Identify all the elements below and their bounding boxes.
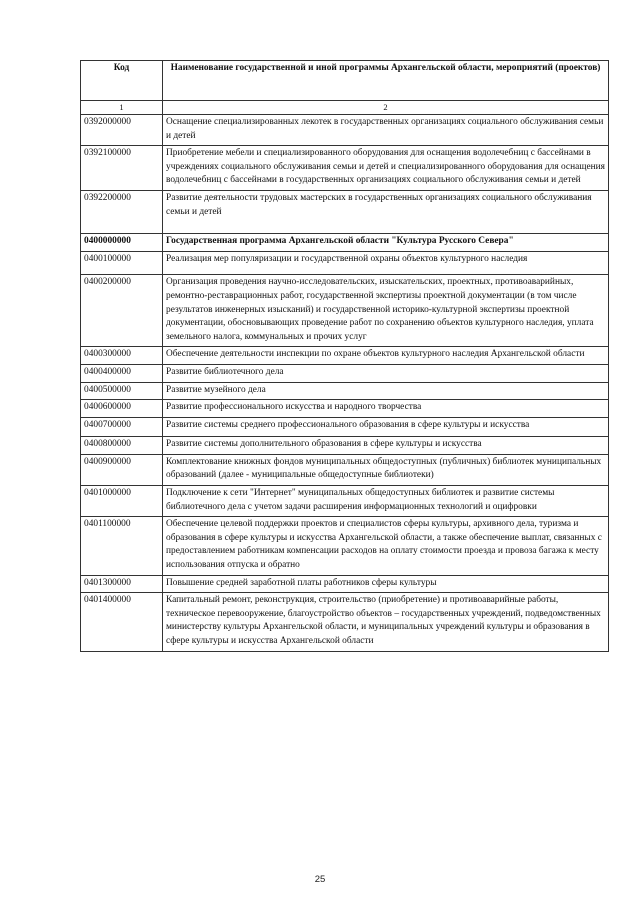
column-number-2: 2 [163,101,609,115]
row-name: Развитие деятельности трудовых мастерских в государственных организациях социального обслуживания семьи и детей [163,190,609,233]
column-number-row [81,101,609,115]
table-row [81,486,609,517]
row-name: Подключение к сети "Интернет" муниципальных общедоступных библиотек и развитие системы библиотечного дела с учетом задачи расширения информационных технологий и оцифровки [163,486,609,517]
table-row [81,347,609,365]
row-code: 0401100000 [81,517,163,575]
table-row [81,454,609,485]
row-name: Приобретение мебели и специализированного оборудования для оснащения водолечебниц с бассейнами в учреждениях социального обслуживания семьи и детей и специализированного оборудования для оснащения водолечебниц с бассейнами в государственных организациях социального обслуживания семьи и детей [163,146,609,191]
row-code: 0392100000 [81,146,163,191]
row-code: 0400300000 [81,347,163,365]
row-code: 0400700000 [81,417,163,437]
row-code: 0392000000 [81,115,163,146]
table-row [81,417,609,437]
table-row [81,234,609,252]
row-name: Развитие музейного дела [163,382,609,400]
table-row [81,437,609,455]
row-code: 0401400000 [81,593,163,651]
row-code: 0400900000 [81,454,163,485]
row-name: Оснащение специализированных лекотек в государственных организациях социального обслуживания семьи и детей [163,115,609,146]
row-code: 0400400000 [81,364,163,382]
table-row [81,364,609,382]
row-name: Организация проведения научно-исследовательских, изыскательских, проектных, противоаварийных, ремонтно-реставрационных работ, государственной экспертизы проектной документации (в том числе результатов инженерных изысканий) и государственной историко-культурной экспертизы проектной документации, обосновывающих проведение работ по сохранению объектов культурного наследия, уплата земельного налога, коммунальных и прочих услуг [163,275,609,347]
row-name: Развитие системы дополнительного образования в сфере культуры и искусства [163,437,609,455]
row-name: Государственная программа Архангельской области "Культура Русского Севера" [163,234,609,252]
row-code: 0400600000 [81,400,163,418]
table-row [81,400,609,418]
row-name: Развитие профессионального искусства и народного творчества [163,400,609,418]
row-name: Повышение средней заработной платы работников сферы культуры [163,575,609,593]
table-row [81,115,609,146]
row-code: 0401300000 [81,575,163,593]
program-table [80,60,609,652]
header-name: Наименование государственной и иной программы Архангельской области, мероприятий (проектов) [163,61,609,101]
table-row [81,251,609,275]
row-name: Развитие системы среднего профессионального образования в сфере культуры и искусства [163,417,609,437]
table-row [81,275,609,347]
row-name: Обеспечение целевой поддержки проектов и специалистов сферы культуры, архивного дела, туризма и образования в сфере культуры и искусства Архангельской области, а также обеспечение выплат, связанных с предоставлением работникам компенсации расходов на оплату стоимости проезда и провоза багажа к месту использования отпуска и обратно [163,517,609,575]
row-code: 0400000000 [81,234,163,252]
row-name: Реализация мер популяризации и государственной охраны объектов культурного наследия [163,251,609,275]
table-row [81,146,609,191]
table-row [81,382,609,400]
table-header-row [81,61,609,101]
row-name: Развитие библиотечного дела [163,364,609,382]
page-number: 25 [314,874,326,885]
table-row [81,190,609,233]
table-row [81,593,609,651]
row-code: 0392200000 [81,190,163,233]
table-row [81,575,609,593]
row-name: Обеспечение деятельности инспекции по охране объектов культурного наследия Архангельской области [163,347,609,365]
row-code: 0400200000 [81,275,163,347]
row-name: Комплектование книжных фондов муниципальных общедоступных (публичных) библиотек муниципальных образований (далее - муниципальные общедоступные библиотеки) [163,454,609,485]
header-code: Код [81,61,163,101]
row-code: 0400500000 [81,382,163,400]
table-row [81,517,609,575]
row-code: 0401000000 [81,486,163,517]
row-name: Капитальный ремонт, реконструкция, строительство (приобретение) и противоаварийные работы, техническое перевооружение, благоустройство объектов – государственных учреждений, подведомственных министерству культуры Архангельской области, и муниципальных учреждений культуры и образования в сфере культуры и искусства Архангельской области [163,593,609,651]
row-code: 0400800000 [81,437,163,455]
column-number-1: 1 [81,101,163,115]
row-code: 0400100000 [81,251,163,275]
